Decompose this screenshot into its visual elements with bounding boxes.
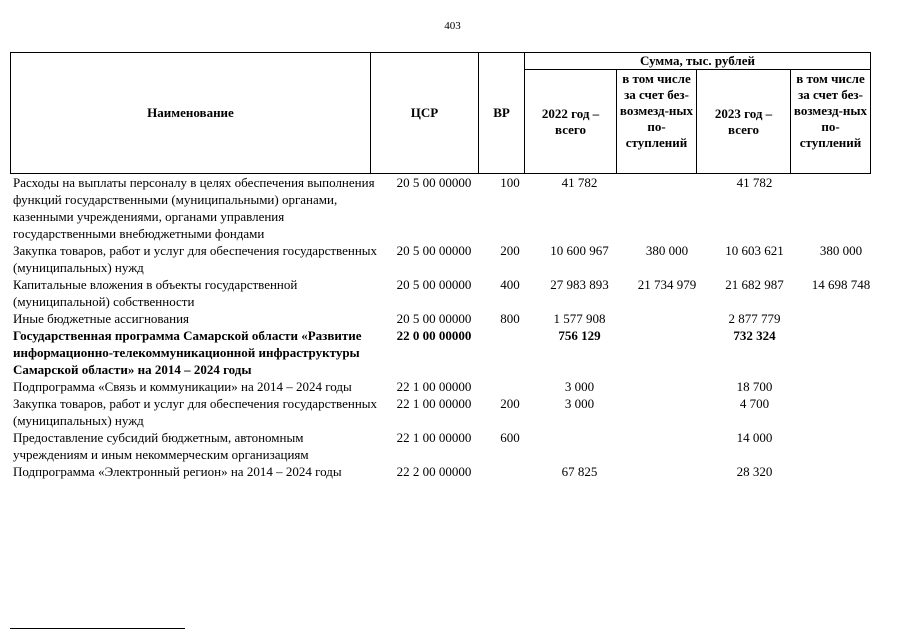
cell-name: Подпрограмма «Связь и коммуникации» на 2014 – 2024 годы — [13, 379, 352, 394]
cell-v2023: 2 877 779 — [728, 311, 781, 326]
cell-v2022-free: 380 000 — [645, 243, 689, 258]
cell-v2022: 3 000 — [564, 379, 595, 394]
cell-v2022: 756 129 — [558, 328, 601, 343]
table-header — [10, 52, 871, 174]
cell-v2023-free — [802, 378, 880, 395]
cell-v2023-free: 14 698 748 — [811, 277, 871, 292]
cell-v2023-free — [802, 310, 880, 327]
cell-csr: 20 5 00 00000 — [396, 243, 472, 258]
cell-v2022: 1 577 908 — [553, 311, 606, 326]
cell-v2022-free — [627, 395, 707, 429]
table-row — [10, 310, 880, 327]
cell-v2023: 28 320 — [736, 464, 773, 479]
cell-vr — [488, 327, 532, 378]
cell-vr: 800 — [500, 311, 520, 326]
cell-name: Государственная программа Самарской области «Развитие информационно-телекоммуникационной инфраструктуры Самарской области» на 2014 – 2024 годы — [13, 328, 362, 377]
cell-csr: 20 5 00 00000 — [396, 311, 472, 326]
cell-vr: 600 — [500, 430, 520, 445]
cell-v2022-free — [627, 429, 707, 463]
cell-v2023: 10 603 621 — [725, 243, 784, 258]
header-2023-total: 2023 год – всего — [697, 70, 791, 174]
header-2022-total: 2022 год – всего — [525, 70, 617, 174]
cell-name: Закупка товаров, работ и услуг для обеспечения государственных (муниципальных) нужд — [13, 243, 378, 275]
cell-vr: 200 — [500, 396, 520, 411]
header-csr: ЦСР — [371, 53, 479, 174]
header-2022-free: в том числе за счет без-возмезд-ных по-ступлений — [617, 70, 697, 174]
table-row — [10, 378, 880, 395]
cell-csr: 22 2 00 00000 — [396, 464, 472, 479]
cell-csr: 22 0 00 00000 — [396, 328, 472, 343]
cell-vr — [488, 463, 532, 480]
table-row — [10, 327, 880, 378]
table-row — [10, 395, 880, 429]
header-2023-free: в том числе за счет без-возмезд-ных по-ступлений — [791, 70, 871, 174]
cell-v2022: 27 983 893 — [550, 277, 609, 292]
table-row — [10, 463, 880, 480]
table-body — [10, 174, 880, 480]
header-name: Наименование — [11, 53, 371, 174]
cell-v2023-free: 380 000 — [819, 243, 863, 258]
cell-name: Капитальные вложения в объекты государственной (муниципальной) собственности — [13, 277, 298, 309]
cell-name: Предоставление субсидий бюджетным, автономным учреждениям и иным некоммерческим организациям — [13, 430, 309, 462]
cell-v2023-free — [802, 429, 880, 463]
cell-vr: 200 — [500, 243, 520, 258]
cell-csr: 20 5 00 00000 — [396, 175, 472, 190]
cell-csr: 22 1 00 00000 — [396, 430, 472, 445]
cell-csr: 20 5 00 00000 — [396, 277, 472, 292]
cell-v2023: 41 782 — [736, 175, 773, 190]
cell-v2023: 14 000 — [736, 430, 773, 445]
cell-v2022 — [532, 429, 627, 463]
page-number: 403 — [444, 20, 461, 32]
cell-v2022-free — [627, 463, 707, 480]
table-row — [10, 429, 880, 463]
cell-csr: 22 1 00 00000 — [396, 379, 472, 394]
cell-name: Расходы на выплаты персоналу в целях обеспечения выполнения функций государственными (муниципальными) органами, казенными учреждениями, органами управления государственными внебюджетными фондами — [13, 175, 375, 241]
cell-v2022: 3 000 — [564, 396, 595, 411]
cell-vr: 400 — [500, 277, 520, 292]
cell-v2023-free — [802, 174, 880, 242]
table-row — [10, 242, 880, 276]
cell-v2023: 4 700 — [739, 396, 770, 411]
cell-v2022: 41 782 — [561, 175, 598, 190]
header-vr: ВР — [479, 53, 525, 174]
cell-name: Закупка товаров, работ и услуг для обеспечения государственных (муниципальных) нужд — [13, 396, 378, 428]
cell-v2022-free — [627, 174, 707, 242]
cell-v2023-free — [802, 463, 880, 480]
cell-vr — [488, 378, 532, 395]
cell-v2022-free — [627, 378, 707, 395]
cell-v2022-free — [627, 327, 707, 378]
cell-csr: 22 1 00 00000 — [396, 396, 472, 411]
cell-v2022-free: 21 734 979 — [637, 277, 697, 292]
cell-v2022: 10 600 967 — [550, 243, 609, 258]
cell-name: Иные бюджетные ассигнования — [13, 311, 190, 326]
cell-v2023: 732 324 — [733, 328, 776, 343]
cell-v2023-free — [802, 327, 880, 378]
cell-vr: 100 — [500, 175, 520, 190]
table-row — [10, 276, 880, 310]
cell-name: Подпрограмма «Электронный регион» на 2014 – 2024 годы — [13, 464, 342, 479]
cell-v2022-free — [627, 310, 707, 327]
header-sum-title: Сумма, тыс. рублей — [525, 53, 871, 70]
cell-v2022: 67 825 — [561, 464, 598, 479]
footnote-rule — [10, 628, 185, 629]
cell-v2023: 18 700 — [736, 379, 773, 394]
table-row — [10, 174, 880, 242]
cell-v2023-free — [802, 395, 880, 429]
cell-v2023: 21 682 987 — [725, 277, 784, 292]
